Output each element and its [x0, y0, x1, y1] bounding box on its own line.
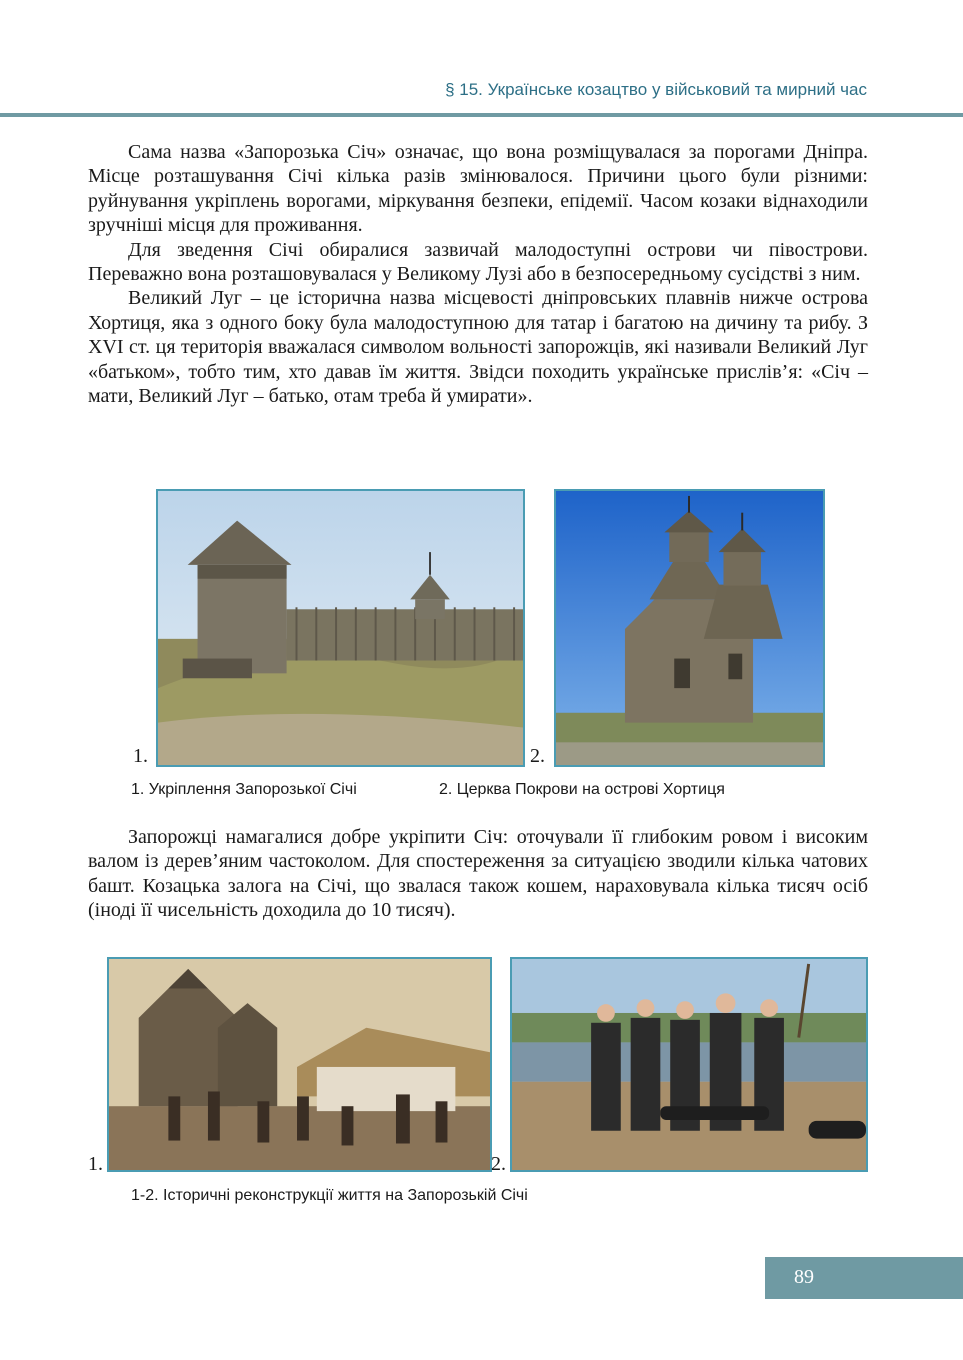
paragraph: Запорожці намагалися добре укріпити Січ: оточували її глибоким ровом і високим валом із дерев’яним частоколом. Для спостереження за ситуацією зводили кілька чатових башт. Козацька залога на Січі, що звалася також кошем, нараховувала кілька тисяч осіб (іноді її чисельність доходила до 10 тисяч). [88, 826, 868, 922]
page-number-tab [765, 1257, 963, 1299]
text-block-middle [88, 825, 868, 923]
header-divider [0, 113, 963, 117]
photo-caption: 1-2. Історичні реконструкції життя на Запорозькій Січі [131, 1187, 528, 1204]
paragraph: Сама назва «Запорозька Січ» означає, що вона розміщувалася за порогами Дніпра. Місце розташування Січі кілька разів змінювалося. Причини цього були різними: руйнування укріплень ворогами, міркування безпеки, епідемії. Часом козаки віднаходили зручніші місця для проживання. [88, 141, 868, 237]
photo-reconstruction-cossacks [510, 957, 868, 1172]
photo-caption: 1. Укріплення Запорозької Січі [131, 781, 357, 798]
text-block-top [88, 140, 868, 408]
photo-reconstruction-village [107, 957, 492, 1172]
photo-caption: 2. Церква Покрови на острові Хортиця [439, 781, 725, 798]
paragraph: Для зведення Січі обиралися зазвичай малодоступні острови чи півострови. Переважно вона розташовувалася у Великому Лузі або в безпосередньому сусідстві з ним. [88, 238, 868, 286]
photo-fortification [156, 489, 525, 767]
paragraph: Великий Луг – це історична назва місцевості дніпровських плавнів нижче острова Хортиця, яка з одного боку була малодоступною для татар і багатою на дичину та рибу. З XVI ст. ця територія вважалася символом вольності запорожців, які називали Великий Луг «батьком», тобто тим, хто давав їм життя. Звідси походить українське прислів’я: «Січ – мати, Великий Луг – батько, отам треба й умирати». [88, 287, 868, 408]
photo-church [554, 489, 825, 767]
running-header: § 15. Українське козацтво у військовий та мирний час [445, 80, 867, 99]
page-number: 89 [794, 1266, 814, 1288]
photo-number: 2. [530, 745, 545, 767]
photo-number: 1. [133, 745, 148, 767]
photo-number: 2. [491, 1153, 506, 1175]
photo-number: 1. [88, 1153, 103, 1175]
